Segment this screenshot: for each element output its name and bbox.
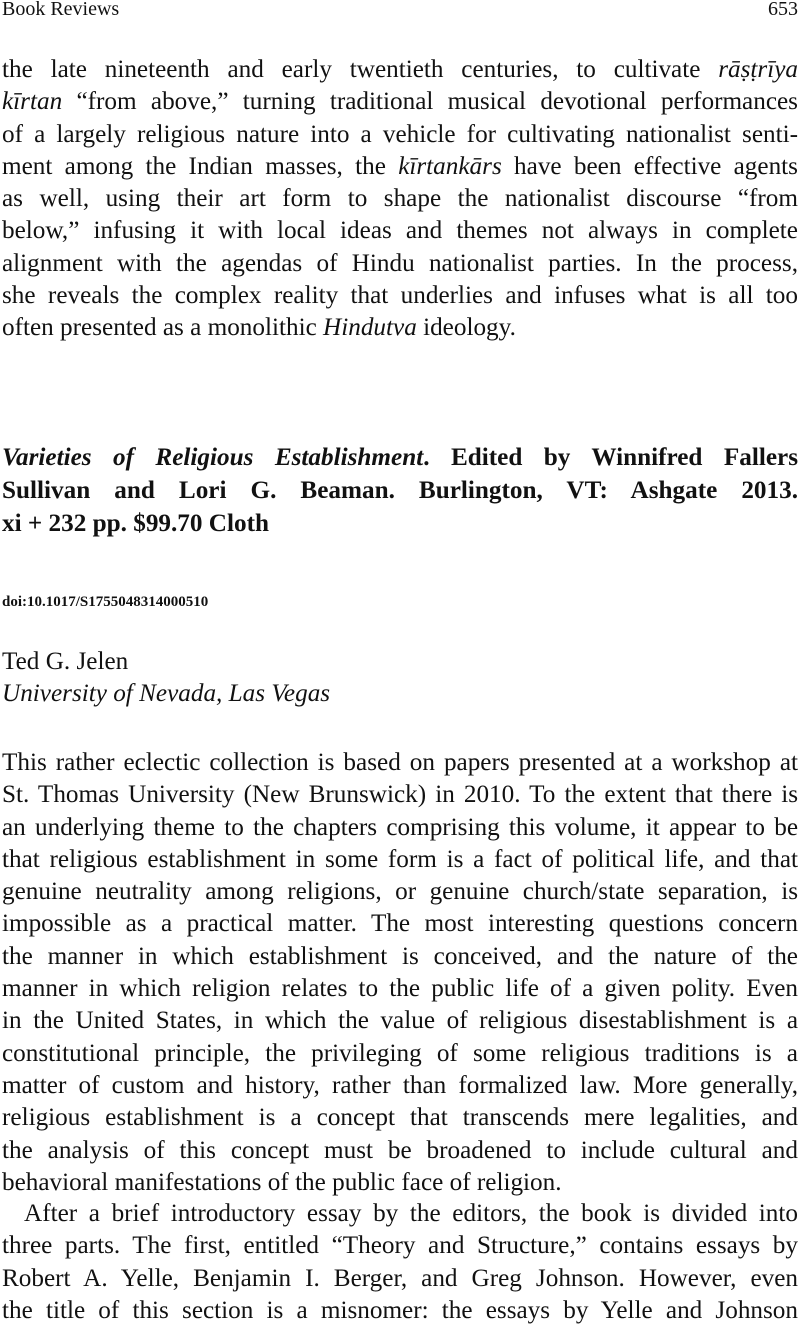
text-line: matter of custom and history, rather than formalized law. More generally, bbox=[2, 1071, 798, 1099]
text-line: constitutional principle, the privileging of some religious traditions is a bbox=[2, 1039, 798, 1067]
text-line: as well, using their art form to shape the nationalist discourse “from bbox=[2, 185, 798, 213]
text-line: in the United States, in which the value of religious disestablishment is a bbox=[2, 1007, 798, 1035]
book-title: Varieties of Religious Establishment bbox=[2, 444, 424, 471]
reviewer-name: Ted G. Jelen bbox=[2, 648, 129, 675]
reviewer-affiliation: University of Nevada, Las Vegas bbox=[2, 680, 331, 707]
intro-paragraph bbox=[2, 54, 798, 345]
text-line: kīrtan “from above,” turning traditional musical devotional performances bbox=[2, 88, 798, 116]
running-head bbox=[0, 0, 800, 24]
title-line: Sullivan and Lori G. Beaman. Burlington, VT: Ashgate 2013. bbox=[2, 477, 798, 504]
title-line: Varieties of Religious Establishment. Edited by Winnifred Fallers bbox=[2, 444, 798, 471]
text-line: manner in which religion relates to the public life of a given polity. Even bbox=[2, 975, 798, 1003]
text-line: she reveals the complex reality that underlies and infuses what is all too bbox=[2, 282, 798, 310]
review-title bbox=[2, 441, 798, 540]
text-line: an underlying theme to the chapters comprising this volume, it appear to be bbox=[2, 813, 798, 841]
text-line: St. Thomas University (New Brunswick) in 2010. To the extent that there is bbox=[2, 781, 798, 809]
body-paragraph-1 bbox=[2, 747, 798, 1199]
text-line: three parts. The first, entitled “Theory and Structure,” contains essays by bbox=[2, 1232, 798, 1260]
text-line: of a largely religious nature into a vehicle for cultivating nationalist senti- bbox=[2, 120, 798, 148]
text-line: the analysis of this concept must be broadened to include cultural and bbox=[2, 1136, 798, 1164]
text-line: Robert A. Yelle, Benjamin I. Berger, and Greg Johnson. However, even bbox=[2, 1264, 798, 1292]
text-line: often presented as a monolithic Hindutva ideology. bbox=[2, 314, 516, 342]
text-line: that religious establishment in some form is a fact of political life, and that bbox=[2, 845, 798, 873]
text-line: After a brief introductory essay by the editors, the book is divided into bbox=[24, 1200, 798, 1227]
text-line: ment among the Indian masses, the kīrtankārs have been effective agents bbox=[2, 152, 798, 180]
running-head-section: Book Reviews bbox=[2, 0, 120, 20]
text-line: the manner in which establishment is conceived, and the nature of the bbox=[2, 942, 798, 970]
text-line: genuine neutrality among religions, or genuine church/state separation, is bbox=[2, 878, 798, 906]
text-line: behavioral manifestations of the public face of religion. bbox=[2, 1168, 562, 1196]
text-line: the late nineteenth and early twentieth centuries, to cultivate rāṣṭrīya bbox=[2, 56, 798, 83]
text-line: This rather eclectic collection is based on papers presented at a workshop at bbox=[2, 749, 798, 776]
text-line: the title of this section is a misnomer: the essays by Yelle and Johnson bbox=[2, 1296, 798, 1324]
title-line: xi + 232 pp. $99.70 Cloth bbox=[2, 510, 269, 537]
text-line: below,” infusing it with local ideas and themes not always in complete bbox=[2, 217, 798, 245]
text-line: religious establishment is a concept that transcends mere legalities, and bbox=[2, 1104, 798, 1132]
text-line: alignment with the agendas of Hindu nationalist parties. In the process, bbox=[2, 249, 798, 277]
text-line: impossible as a practical matter. The most interesting questions concern bbox=[2, 910, 798, 938]
page-number: 653 bbox=[768, 0, 798, 20]
body-paragraph-2 bbox=[2, 1198, 798, 1327]
doi: doi:10.1017/S1755048314000510 bbox=[2, 594, 209, 610]
